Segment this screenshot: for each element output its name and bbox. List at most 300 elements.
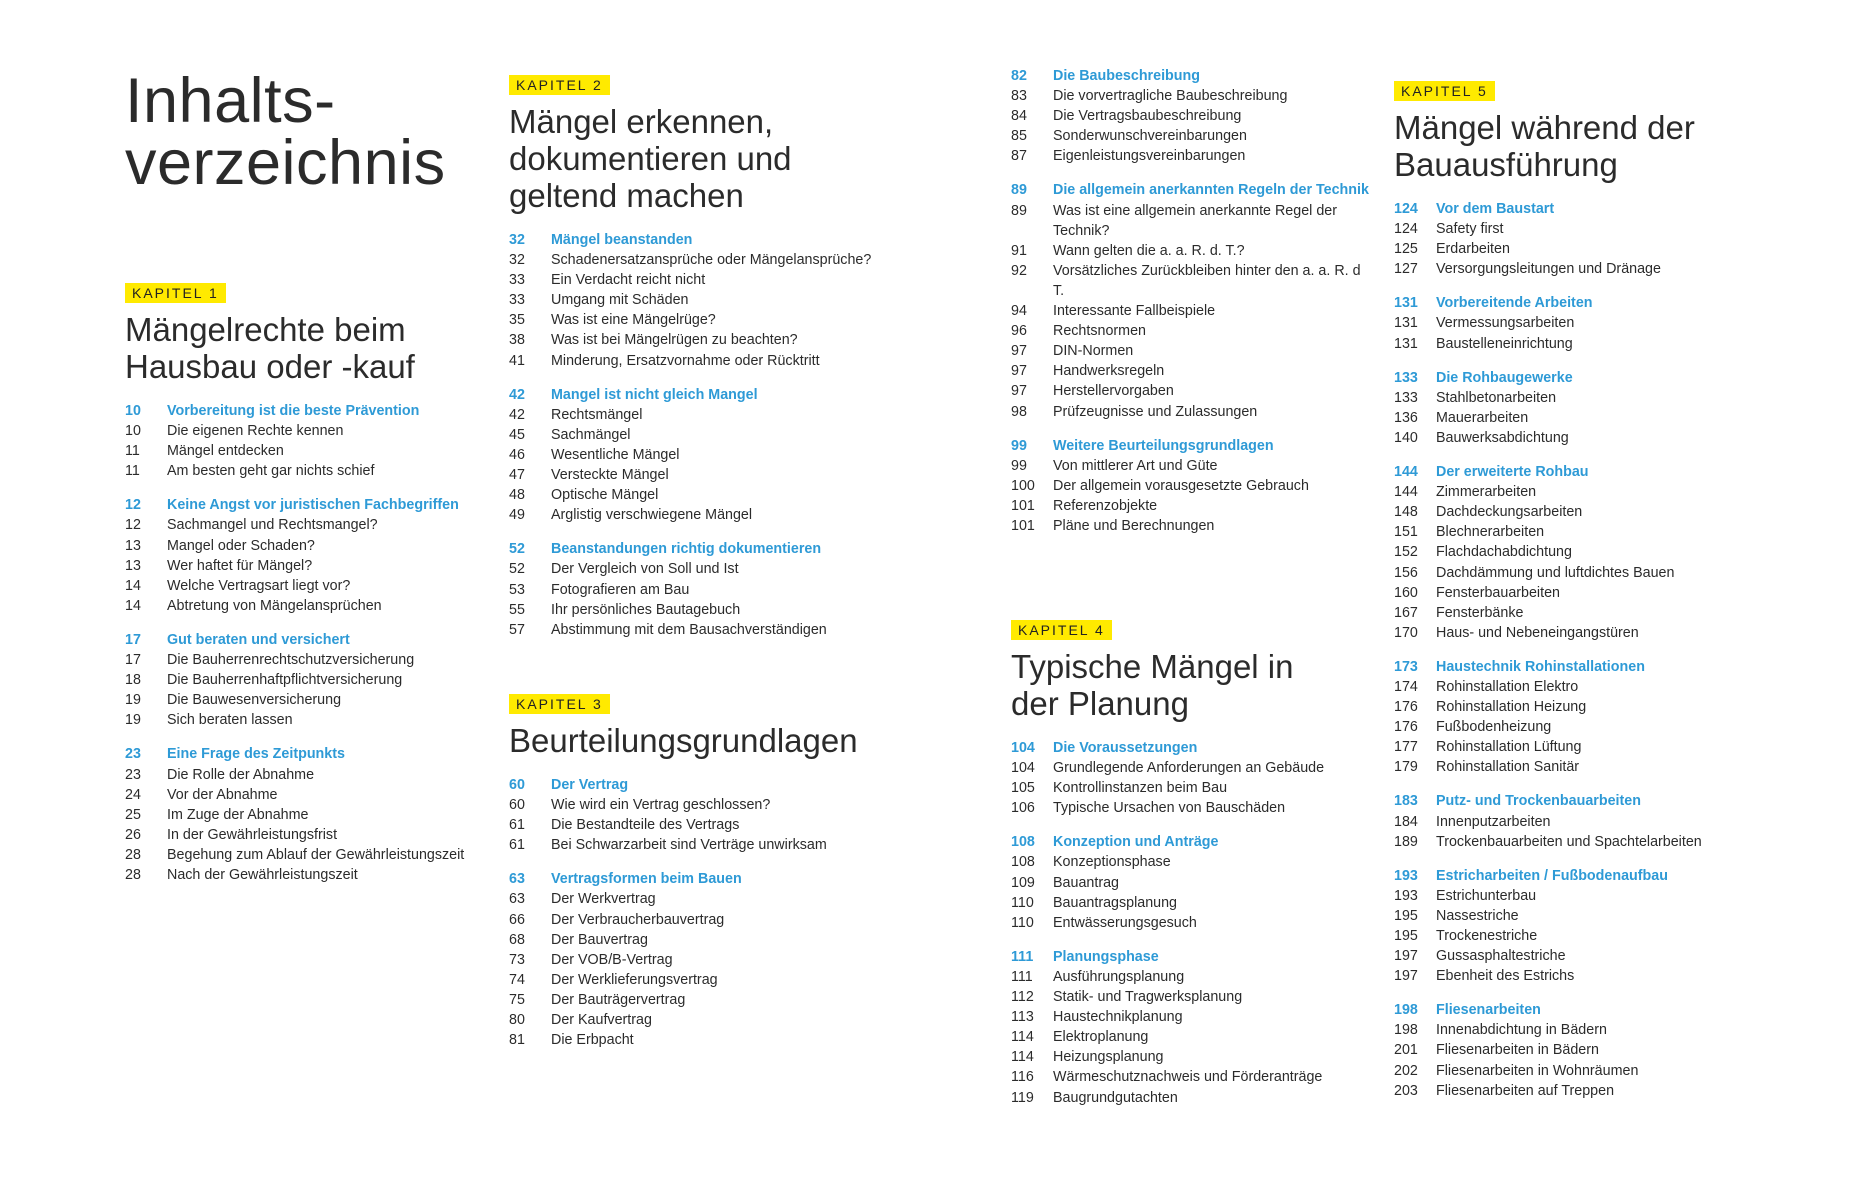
page-number: 104 <box>1011 740 1035 756</box>
chapter-title <box>1394 109 1794 183</box>
page-number: 202 <box>1394 1062 1418 1079</box>
toc-entry[interactable] <box>1011 778 1371 798</box>
entry-title: Kontrollinstanzen beim Bau <box>1053 780 1228 797</box>
section-list <box>1394 199 1794 1101</box>
chapter-title-line: Mängel erkennen, <box>509 103 774 140</box>
toc-entry[interactable] <box>125 765 485 785</box>
toc-entry[interactable] <box>1011 381 1371 401</box>
toc-entry[interactable] <box>1394 1081 1794 1101</box>
toc-section-heading[interactable] <box>1394 293 1794 313</box>
entry-title: Interessante Fallbeispiele <box>1053 303 1216 320</box>
entry-title: Die Bestandteile des Vertrags <box>551 817 740 834</box>
toc-entry[interactable] <box>1394 563 1794 583</box>
page-number: 176 <box>1394 719 1418 736</box>
toc-entry[interactable] <box>1394 482 1794 502</box>
toc-entry[interactable] <box>1011 321 1371 341</box>
page-number: 94 <box>1011 303 1027 320</box>
toc-entry[interactable] <box>509 930 929 950</box>
toc-section-heading[interactable] <box>1394 657 1794 677</box>
entry-title: Haus- und Nebeneingangstüren <box>1436 624 1639 641</box>
toc-entry[interactable] <box>125 461 485 481</box>
toc-entry[interactable] <box>1011 873 1371 893</box>
toc-entry[interactable] <box>125 441 485 461</box>
toc-section-heading[interactable] <box>125 401 485 421</box>
toc-entry[interactable] <box>509 351 929 371</box>
page-number: 116 <box>1011 1069 1034 1086</box>
toc-entry[interactable] <box>1011 261 1371 301</box>
entry-title: Erdarbeiten <box>1436 241 1510 258</box>
page-number: 144 <box>1394 484 1418 501</box>
page-number: 14 <box>125 577 141 594</box>
entry-title: Estrichunterbau <box>1436 887 1537 904</box>
toc-entry[interactable] <box>1011 967 1371 987</box>
page-number: 151 <box>1394 524 1418 541</box>
toc-entry[interactable] <box>509 1010 929 1030</box>
entry-title: Der VOB/B-Vertrag <box>551 951 673 968</box>
page-number: 46 <box>509 446 525 463</box>
toc-entry[interactable] <box>1394 388 1794 408</box>
toc-entry[interactable] <box>1394 408 1794 428</box>
entry-title: Umgang mit Schäden <box>551 292 689 309</box>
entry-title: Die Rolle der Abnahme <box>167 766 315 783</box>
entry-title: Gussasphaltestriche <box>1436 948 1566 965</box>
toc-entry[interactable] <box>509 910 929 930</box>
entry-title: Handwerksregeln <box>1053 363 1165 380</box>
entry-title: Prüfzeugnisse und Zulassungen <box>1053 403 1258 420</box>
page-number: 113 <box>1011 1009 1034 1026</box>
toc-entry[interactable] <box>509 580 929 600</box>
toc-entry[interactable] <box>125 556 485 576</box>
toc-entry[interactable] <box>509 445 929 465</box>
toc-section-heading[interactable] <box>1011 738 1371 758</box>
entry-title: Vertragsformen beim Bauen <box>551 871 742 888</box>
page-number: 127 <box>1394 261 1418 278</box>
toc-entry[interactable] <box>1011 301 1371 321</box>
page-number: 98 <box>1011 403 1027 420</box>
toc-entry[interactable] <box>125 670 485 690</box>
page-number: 47 <box>509 467 525 484</box>
toc-section <box>1011 738 1371 818</box>
toc-entry[interactable] <box>1394 603 1794 623</box>
toc-entry[interactable] <box>125 865 485 885</box>
page-number: 108 <box>1011 834 1035 851</box>
entry-title: Statik- und Tragwerksplanung <box>1053 989 1243 1006</box>
toc-entry[interactable] <box>1394 717 1794 737</box>
toc-entry[interactable] <box>1011 1088 1371 1108</box>
entry-title: Rechtsnormen <box>1053 323 1146 340</box>
entry-title: Bauwerksabdichtung <box>1436 429 1569 446</box>
entry-title: Die vorvertragliche Baubeschreibung <box>1053 88 1288 105</box>
chapter-title <box>509 103 929 214</box>
toc-section <box>509 775 929 855</box>
page-title-line: Inhalts- <box>125 66 336 136</box>
entry-title: Innenabdichtung in Bädern <box>1436 1022 1607 1039</box>
toc-entry[interactable] <box>1394 428 1794 448</box>
page-number: 60 <box>509 797 525 814</box>
toc-entry[interactable] <box>1394 623 1794 643</box>
toc-entry[interactable] <box>509 465 929 485</box>
chapter-title-line: der Planung <box>1011 685 1189 722</box>
toc-entry[interactable] <box>125 515 485 535</box>
section-list <box>125 401 485 885</box>
toc-entry[interactable] <box>1011 106 1371 126</box>
toc-section <box>509 869 929 1050</box>
chapter-badge: KAPITEL 1 <box>125 283 226 303</box>
entry-title: Keine Angst vor juristischen Fachbegriffen <box>167 497 459 514</box>
toc-section-heading[interactable] <box>509 869 929 889</box>
toc-section-heading[interactable] <box>1394 791 1794 811</box>
toc-entry[interactable] <box>125 536 485 556</box>
toc-entry[interactable] <box>1394 757 1794 777</box>
toc-entry[interactable] <box>509 1030 929 1050</box>
toc-entry[interactable] <box>1394 906 1794 926</box>
toc-entry[interactable] <box>125 785 485 805</box>
entry-title: Referenzobjekte <box>1053 497 1158 514</box>
page-number: 60 <box>509 777 525 793</box>
entry-title: Baustelleneinrichtung <box>1436 335 1573 352</box>
page-number: 170 <box>1394 624 1418 641</box>
page-number: 74 <box>509 971 525 988</box>
chapter-title <box>1011 648 1371 722</box>
entry-title: Versorgungsleitungen und Dränage <box>1436 261 1661 278</box>
entry-title: Fensterbauarbeiten <box>1436 584 1560 601</box>
toc-entry[interactable] <box>509 250 929 270</box>
entry-title: Heizungsplanung <box>1053 1049 1164 1066</box>
entry-title: Fliesenarbeiten in Bädern <box>1436 1042 1599 1059</box>
toc-entry[interactable] <box>1394 334 1794 354</box>
chapter-title <box>509 722 929 759</box>
toc-entry[interactable] <box>1394 502 1794 522</box>
entry-title: Vorbereitende Arbeiten <box>1436 295 1593 312</box>
toc-entry[interactable] <box>1394 926 1794 946</box>
entry-title: Pläne und Berechnungen <box>1053 517 1215 534</box>
toc-entry[interactable] <box>1011 1067 1371 1087</box>
page-number: 152 <box>1394 544 1418 561</box>
toc-section <box>509 230 929 371</box>
page-number: 197 <box>1394 948 1418 965</box>
toc-entry[interactable] <box>509 405 929 425</box>
toc-entry[interactable] <box>509 815 929 835</box>
page-number: 52 <box>509 541 525 558</box>
page-number: 104 <box>1011 760 1035 777</box>
entry-title: Welche Vertragsart liegt vor? <box>167 577 351 594</box>
toc-entry[interactable] <box>1394 1040 1794 1060</box>
entry-title: Die Bauherrenhaftpflichtversicherung <box>167 672 403 689</box>
toc-entry[interactable] <box>1011 402 1371 422</box>
page-number: 198 <box>1394 1002 1418 1019</box>
page-number: 119 <box>1011 1089 1034 1106</box>
toc-entry[interactable] <box>1011 241 1371 261</box>
toc-entry[interactable] <box>1011 476 1371 496</box>
toc-section <box>125 744 485 885</box>
page-number: 11 <box>125 443 140 460</box>
page-number: 160 <box>1394 584 1418 601</box>
entry-title: Vor der Abnahme <box>167 786 278 803</box>
entry-title: Nassestriche <box>1436 907 1519 924</box>
page-number: 97 <box>1011 383 1027 400</box>
toc-entry[interactable] <box>509 970 929 990</box>
page-number: 25 <box>125 806 141 823</box>
toc-entry[interactable] <box>1394 1020 1794 1040</box>
entry-title: Fliesenarbeiten in Wohnräumen <box>1436 1062 1639 1079</box>
toc-section-heading[interactable] <box>125 630 485 650</box>
entry-title: Minderung, Ersatzvornahme oder Rücktritt <box>551 352 820 369</box>
toc-entry[interactable] <box>1394 1061 1794 1081</box>
page-number: 38 <box>509 332 525 349</box>
toc-section <box>1394 1000 1794 1100</box>
page-number: 24 <box>125 786 141 803</box>
toc-entry[interactable] <box>1011 456 1371 476</box>
toc-entry[interactable] <box>509 425 929 445</box>
toc-entry[interactable] <box>509 505 929 525</box>
toc-entry[interactable] <box>1011 758 1371 778</box>
entry-title: Typische Ursachen von Bauschäden <box>1053 800 1286 817</box>
toc-entry[interactable] <box>509 620 929 640</box>
toc-section-heading[interactable] <box>509 385 929 405</box>
page-number: 167 <box>1394 604 1418 621</box>
toc-entry[interactable] <box>125 650 485 670</box>
toc-entry[interactable] <box>509 600 929 620</box>
toc-entry[interactable] <box>125 421 485 441</box>
section-list <box>1011 66 1371 536</box>
page-number: 101 <box>1011 497 1035 514</box>
page-number: 198 <box>1394 1022 1418 1039</box>
toc-entry[interactable] <box>509 950 929 970</box>
page-number: 133 <box>1394 389 1418 406</box>
entry-title: Sonderwunschvereinbarungen <box>1053 128 1247 145</box>
toc-entry[interactable] <box>1394 946 1794 966</box>
chapter-4 <box>1011 620 1371 1108</box>
page-number: 49 <box>509 507 525 524</box>
page-number: 18 <box>125 672 141 689</box>
toc-entry[interactable] <box>1011 913 1371 933</box>
entry-title: Ausführungsplanung <box>1053 968 1185 985</box>
entry-title: Die Erbpacht <box>551 1032 634 1049</box>
entry-title: Sachmangel und Rechtsmangel? <box>167 517 378 534</box>
page-number: 125 <box>1394 241 1418 258</box>
toc-entry[interactable] <box>1011 987 1371 1007</box>
toc-entry[interactable] <box>1011 126 1371 146</box>
entry-title: Konzeption und Anträge <box>1053 834 1219 851</box>
toc-entry[interactable] <box>125 805 485 825</box>
page-number: 73 <box>509 951 525 968</box>
page-number: 100 <box>1011 477 1035 494</box>
page-number: 99 <box>1011 437 1027 454</box>
page-number: 179 <box>1394 759 1418 776</box>
toc-entry[interactable] <box>1011 1007 1371 1027</box>
entry-title: Der Vergleich von Soll und Ist <box>551 561 739 578</box>
chapter-badge: KAPITEL 4 <box>1011 620 1112 640</box>
page-number: 33 <box>509 292 525 309</box>
entry-title: Wie wird ein Vertrag geschlossen? <box>551 797 771 814</box>
chapter-3 <box>509 694 929 1050</box>
page-number: 17 <box>125 631 141 648</box>
toc-entry[interactable] <box>1394 259 1794 279</box>
toc-section <box>1394 199 1794 279</box>
toc-entry[interactable] <box>1394 966 1794 986</box>
entry-title: Ein Verdacht reicht nicht <box>551 272 706 289</box>
toc-entry[interactable] <box>1394 542 1794 562</box>
entry-title: Nach der Gewährleistungszeit <box>167 866 358 883</box>
page-number: 10 <box>125 403 141 419</box>
toc-entry[interactable] <box>1394 677 1794 697</box>
toc-entry[interactable] <box>1394 737 1794 757</box>
toc-entry[interactable] <box>509 310 929 330</box>
toc-entry[interactable] <box>1011 496 1371 516</box>
chapter-badge: KAPITEL 5 <box>1394 81 1495 101</box>
toc-entry[interactable] <box>125 596 485 616</box>
toc-entry[interactable] <box>1394 583 1794 603</box>
entry-title: Entwässerungsgesuch <box>1053 914 1197 931</box>
toc-entry[interactable] <box>509 990 929 1010</box>
page-number: 176 <box>1394 699 1418 716</box>
entry-title: Trockenestriche <box>1436 928 1538 944</box>
toc-section-heading[interactable] <box>1394 199 1794 219</box>
section-list <box>509 230 929 640</box>
page-number: 19 <box>125 692 141 709</box>
toc-section <box>1011 66 1371 166</box>
toc-section <box>509 385 929 526</box>
entry-title: Fußbodenheizung <box>1436 719 1552 736</box>
entry-title: Der Werklieferungsvertrag <box>551 971 718 988</box>
entry-title: Der Bauvertrag <box>551 931 648 948</box>
entry-title: Die eigenen Rechte kennen <box>167 423 344 440</box>
page-number: 195 <box>1394 928 1418 944</box>
entry-title: Mauerarbeiten <box>1436 409 1529 426</box>
chapter-title-line: Typische Mängel in <box>1011 648 1294 685</box>
toc-section-heading[interactable] <box>1394 368 1794 388</box>
page-number: 63 <box>509 871 525 888</box>
toc-entry[interactable] <box>1394 832 1794 852</box>
page-number: 110 <box>1011 914 1034 931</box>
page-number: 195 <box>1394 907 1418 924</box>
toc-section-heading[interactable] <box>125 744 485 764</box>
entry-title: Die Voraussetzungen <box>1053 740 1198 756</box>
toc-entry[interactable] <box>509 889 929 909</box>
toc-entry[interactable] <box>509 835 929 855</box>
page-number: 91 <box>1011 242 1027 259</box>
toc-entry[interactable] <box>509 290 929 310</box>
page-number: 28 <box>125 846 141 863</box>
entry-title: Sachmängel <box>551 426 631 443</box>
toc-entry[interactable] <box>1011 201 1371 241</box>
toc-entry[interactable] <box>509 795 929 815</box>
toc-entry[interactable] <box>1011 146 1371 166</box>
toc-section <box>125 401 485 481</box>
toc-section-heading[interactable] <box>1011 436 1371 456</box>
entry-title: Zimmerarbeiten <box>1436 484 1537 501</box>
page-number: 148 <box>1394 504 1418 521</box>
toc-entry[interactable] <box>125 825 485 845</box>
toc-section-heading[interactable] <box>1394 866 1794 886</box>
toc-section-heading[interactable] <box>509 775 929 795</box>
toc-section-heading[interactable] <box>509 539 929 559</box>
toc-entry[interactable] <box>1011 341 1371 361</box>
toc-section-heading[interactable] <box>509 230 929 250</box>
toc-entry[interactable] <box>125 710 485 730</box>
toc-entry[interactable] <box>1394 886 1794 906</box>
toc-section <box>1394 368 1794 448</box>
entry-title: Eigenleistungsvereinbarungen <box>1053 148 1246 165</box>
entry-title: Am besten geht gar nichts schief <box>167 463 375 480</box>
page-number: 42 <box>509 406 525 423</box>
toc-entry[interactable] <box>1394 239 1794 259</box>
toc-entry[interactable] <box>509 270 929 290</box>
toc-entry[interactable] <box>125 845 485 865</box>
page-number: 89 <box>1011 182 1027 199</box>
entry-title: Was ist bei Mängelrügen zu beachten? <box>551 332 798 349</box>
toc-section <box>1011 180 1371 421</box>
entry-title: Abstimmung mit dem Bausachverständigen <box>551 621 827 638</box>
chapter-3-continued <box>1011 66 1371 536</box>
chapter-title-line: Hausbau oder -kauf <box>125 348 415 385</box>
toc-entry[interactable] <box>1011 361 1371 381</box>
page-number: 140 <box>1394 429 1418 446</box>
toc-entry[interactable] <box>1011 516 1371 536</box>
toc-entry[interactable] <box>1011 852 1371 872</box>
entry-title: Mängel beanstanden <box>551 232 693 248</box>
toc-entry[interactable] <box>1011 1047 1371 1067</box>
entry-title: Begehung zum Ablauf der Gewährleistungszeit <box>167 846 465 863</box>
toc-section-heading[interactable] <box>1011 947 1371 967</box>
toc-entry[interactable] <box>1394 313 1794 333</box>
toc-entry[interactable] <box>1394 812 1794 832</box>
page-number: 23 <box>125 746 141 763</box>
entry-title: Was ist eine Mängelrüge? <box>551 312 716 329</box>
toc-section-heading[interactable] <box>1011 832 1371 852</box>
page-title <box>125 66 545 198</box>
toc-section-heading[interactable] <box>1011 180 1371 200</box>
toc-entry[interactable] <box>509 485 929 505</box>
toc-entry[interactable] <box>1011 798 1371 818</box>
toc-entry[interactable] <box>1011 893 1371 913</box>
entry-title: Vorbereitung ist die beste Prävention <box>167 403 420 419</box>
page-number: 28 <box>125 866 141 883</box>
toc-entry[interactable] <box>1394 522 1794 542</box>
entry-title: Bauantragsplanung <box>1053 894 1178 911</box>
toc-section-heading[interactable] <box>125 495 485 515</box>
page-number: 124 <box>1394 221 1418 238</box>
entry-title: Der allgemein vorausgesetzte Gebrauch <box>1053 477 1309 494</box>
toc-entry[interactable] <box>1011 86 1371 106</box>
toc-entry[interactable] <box>509 330 929 350</box>
page-number: 114 <box>1011 1049 1034 1066</box>
toc-section-heading[interactable] <box>1011 66 1371 86</box>
toc-section-heading[interactable] <box>1394 462 1794 482</box>
entry-title: Safety first <box>1436 221 1504 238</box>
toc-entry[interactable] <box>125 690 485 710</box>
toc-entry[interactable] <box>1394 219 1794 239</box>
chapter-badge: KAPITEL 2 <box>509 75 610 95</box>
entry-title: Der Bauträgervertrag <box>551 991 686 1008</box>
page-number: 66 <box>509 911 525 928</box>
toc-entry[interactable] <box>1394 697 1794 717</box>
toc-entry[interactable] <box>125 576 485 596</box>
toc-entry[interactable] <box>1011 1027 1371 1047</box>
page-number: 63 <box>509 891 525 908</box>
entry-title: Vermessungsarbeiten <box>1436 315 1575 332</box>
toc-entry[interactable] <box>509 559 929 579</box>
page-number: 131 <box>1394 335 1418 352</box>
toc-section-heading[interactable] <box>1394 1000 1794 1020</box>
toc-section <box>1011 832 1371 932</box>
entry-title: Wesentliche Mängel <box>551 446 680 463</box>
chapter-title-line: Beurteilungsgrundlagen <box>509 722 858 759</box>
entry-title: Bauantrag <box>1053 874 1119 891</box>
page-number: 32 <box>509 252 525 269</box>
page-number: 131 <box>1394 295 1418 312</box>
page-number: 23 <box>125 766 141 783</box>
